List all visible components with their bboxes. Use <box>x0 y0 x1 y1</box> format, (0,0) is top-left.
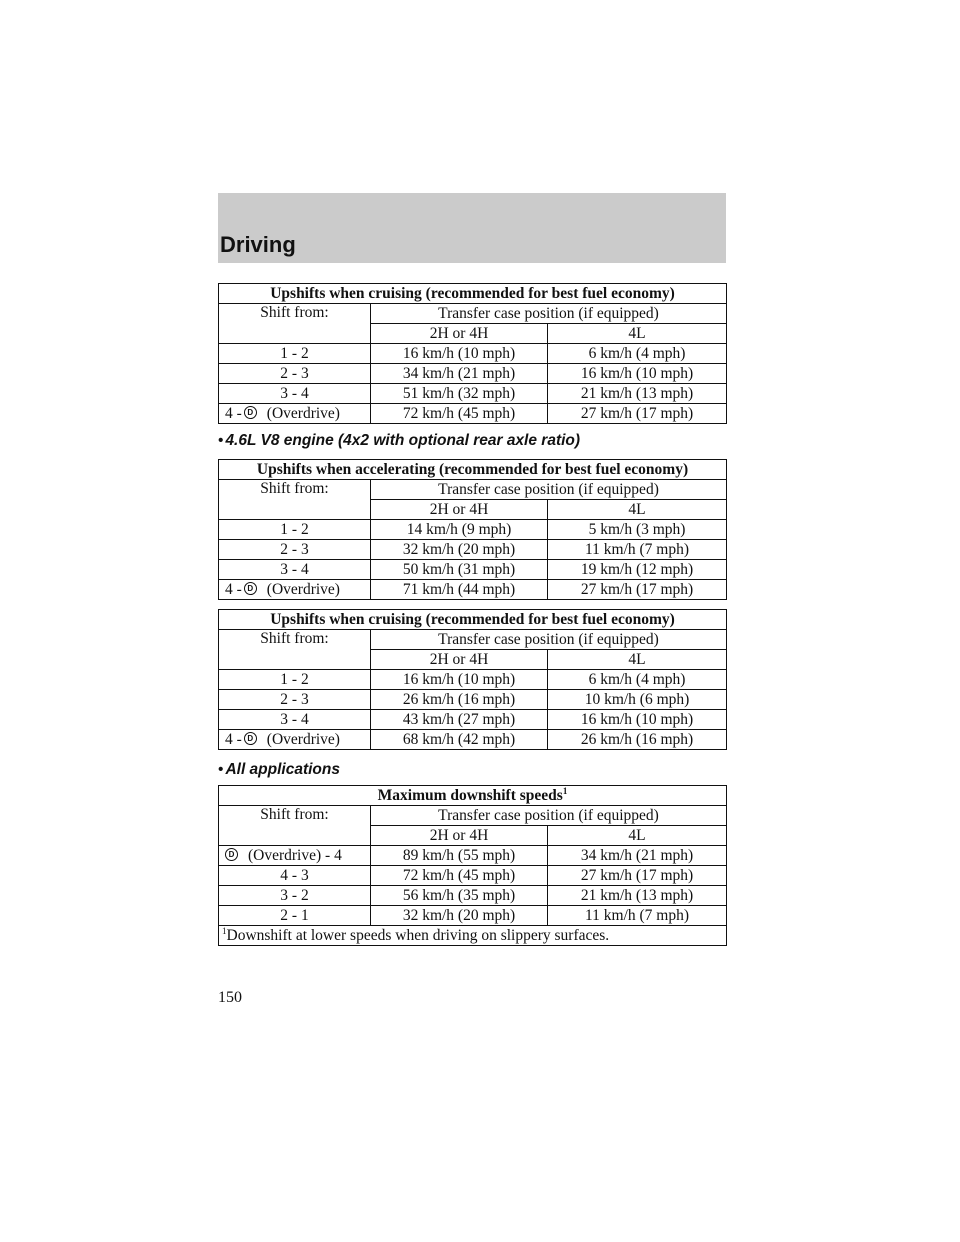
four-prefix: 4 - <box>225 730 242 748</box>
table-row <box>219 560 727 580</box>
speed-4l-cell: 27 km/h (17 mph) <box>548 866 727 886</box>
table-row <box>219 364 727 384</box>
speed-2h4h-cell: 26 km/h (16 mph) <box>371 690 548 710</box>
speed-2h4h-cell: 32 km/h (20 mph) <box>371 540 548 560</box>
transfer-case-header: Transfer case position (if equipped) <box>371 304 727 324</box>
col-4l-header: 4L <box>548 324 727 344</box>
overdrive-down-label: (Overdrive) - 4 <box>248 846 342 864</box>
table-row <box>219 906 727 926</box>
speed-4l-cell: 16 km/h (10 mph) <box>548 364 727 384</box>
col-4l-header: 4L <box>548 650 727 670</box>
upshift-cruising-table-1 <box>218 283 727 424</box>
shift-cell: 2 - 3 <box>219 364 371 384</box>
speed-2h4h-cell: 72 km/h (45 mph) <box>371 404 548 424</box>
speed-4l-cell: 26 km/h (16 mph) <box>548 730 727 750</box>
shift-cell-overdrive <box>219 730 371 750</box>
four-prefix: 4 - <box>225 404 242 422</box>
shift-from-header: Shift from: <box>219 630 371 670</box>
shift-cell-overdrive <box>219 404 371 424</box>
shift-cell: 3 - 2 <box>219 886 371 906</box>
overdrive-label: (Overdrive) <box>266 730 340 748</box>
col-2h4h-header: 2H or 4H <box>371 324 548 344</box>
table-title: Maximum downshift speeds$^1$ <box>219 786 727 806</box>
table-title: Upshifts when cruising (recommended for best fuel economy) <box>219 610 727 630</box>
table-footnote: $^1$Downshift at lower speeds when driving on slippery surfaces. <box>219 926 727 946</box>
shift-cell: 2 - 3 <box>219 690 371 710</box>
speed-2h4h-cell: 89 km/h (55 mph) <box>371 846 548 866</box>
speed-2h4h-cell: 16 km/h (10 mph) <box>371 344 548 364</box>
table-row <box>219 886 727 906</box>
table-row <box>219 710 727 730</box>
upshift-accelerating-table <box>218 459 727 600</box>
speed-4l-cell: 34 km/h (21 mph) <box>548 846 727 866</box>
upshift-cruising-table-2 <box>218 609 727 750</box>
col-2h4h-header: 2H or 4H <box>371 826 548 846</box>
speed-4l-cell: 27 km/h (17 mph) <box>548 404 727 424</box>
table-title: Upshifts when cruising (recommended for best fuel economy) <box>219 284 727 304</box>
speed-4l-cell: 19 km/h (12 mph) <box>548 560 727 580</box>
shift-cell: 1 - 2 <box>219 520 371 540</box>
speed-2h4h-cell: 32 km/h (20 mph) <box>371 906 548 926</box>
table-row <box>219 384 727 404</box>
transfer-case-header: Transfer case position (if equipped) <box>371 630 727 650</box>
four-prefix: 4 - <box>225 580 242 598</box>
bullet-v8-4x2: • 4.6L V8 engine (4x2 with optional rear axle ratio) <box>218 432 581 449</box>
shift-cell: 3 - 4 <box>219 384 371 404</box>
shift-cell: 1 - 2 <box>219 344 371 364</box>
speed-4l-cell: 11 km/h (7 mph) <box>548 540 727 560</box>
overdrive-icon: D <box>244 582 257 595</box>
speed-2h4h-cell: 51 km/h (32 mph) <box>371 384 548 404</box>
speed-4l-cell: 21 km/h (13 mph) <box>548 384 727 404</box>
table-row <box>219 730 727 750</box>
overdrive-icon: D <box>244 732 257 745</box>
table-row <box>219 690 727 710</box>
speed-2h4h-cell: 16 km/h (10 mph) <box>371 670 548 690</box>
shift-cell: 1 - 2 <box>219 670 371 690</box>
overdrive-label: (Overdrive) <box>266 404 340 422</box>
shift-cell: 2 - 1 <box>219 906 371 926</box>
speed-2h4h-cell: 14 km/h (9 mph) <box>371 520 548 540</box>
table-title: Upshifts when accelerating (recommended for best fuel economy) <box>219 460 727 480</box>
speed-4l-cell: 11 km/h (7 mph) <box>548 906 727 926</box>
col-4l-header: 4L <box>548 500 727 520</box>
shift-cell: 3 - 4 <box>219 560 371 580</box>
table-row <box>219 344 727 364</box>
shift-cell-overdrive <box>219 846 371 866</box>
shift-cell: 2 - 3 <box>219 540 371 560</box>
speed-2h4h-cell: 68 km/h (42 mph) <box>371 730 548 750</box>
shift-from-header: Shift from: <box>219 806 371 846</box>
table-row <box>219 670 727 690</box>
transfer-case-header: Transfer case position (if equipped) <box>371 806 727 826</box>
speed-4l-cell: 5 km/h (3 mph) <box>548 520 727 540</box>
section-title: Driving <box>220 232 296 257</box>
speed-4l-cell: 10 km/h (6 mph) <box>548 690 727 710</box>
table-row <box>219 866 727 886</box>
speed-2h4h-cell: 72 km/h (45 mph) <box>371 866 548 886</box>
speed-4l-cell: 6 km/h (4 mph) <box>548 344 727 364</box>
transfer-case-header: Transfer case position (if equipped) <box>371 480 727 500</box>
max-downshift-table <box>218 785 727 946</box>
col-4l-header: 4L <box>548 826 727 846</box>
shift-cell: 3 - 4 <box>219 710 371 730</box>
table-row <box>219 404 727 424</box>
page-number: 150 <box>218 989 242 1006</box>
shift-from-header: Shift from: <box>219 304 371 344</box>
bullet-all-applications: • All applications <box>218 761 340 778</box>
speed-2h4h-cell: 71 km/h (44 mph) <box>371 580 548 600</box>
table-row <box>219 580 727 600</box>
speed-2h4h-cell: 34 km/h (21 mph) <box>371 364 548 384</box>
speed-4l-cell: 16 km/h (10 mph) <box>548 710 727 730</box>
speed-4l-cell: 27 km/h (17 mph) <box>548 580 727 600</box>
speed-4l-cell: 21 km/h (13 mph) <box>548 886 727 906</box>
shift-from-header: Shift from: <box>219 480 371 520</box>
table-row <box>219 540 727 560</box>
shift-cell: 4 - 3 <box>219 866 371 886</box>
table-row <box>219 846 727 866</box>
overdrive-label: (Overdrive) <box>266 580 340 598</box>
table-row <box>219 520 727 540</box>
overdrive-icon: D <box>244 406 257 419</box>
speed-4l-cell: 6 km/h (4 mph) <box>548 670 727 690</box>
footnote-marker: 1 <box>222 925 227 936</box>
speed-2h4h-cell: 56 km/h (35 mph) <box>371 886 548 906</box>
speed-2h4h-cell: 50 km/h (31 mph) <box>371 560 548 580</box>
overdrive-icon: D <box>225 848 238 861</box>
col-2h4h-header: 2H or 4H <box>371 650 548 670</box>
speed-2h4h-cell: 43 km/h (27 mph) <box>371 710 548 730</box>
shift-cell-overdrive <box>219 580 371 600</box>
col-2h4h-header: 2H or 4H <box>371 500 548 520</box>
footnote-marker: 1 <box>562 785 568 796</box>
